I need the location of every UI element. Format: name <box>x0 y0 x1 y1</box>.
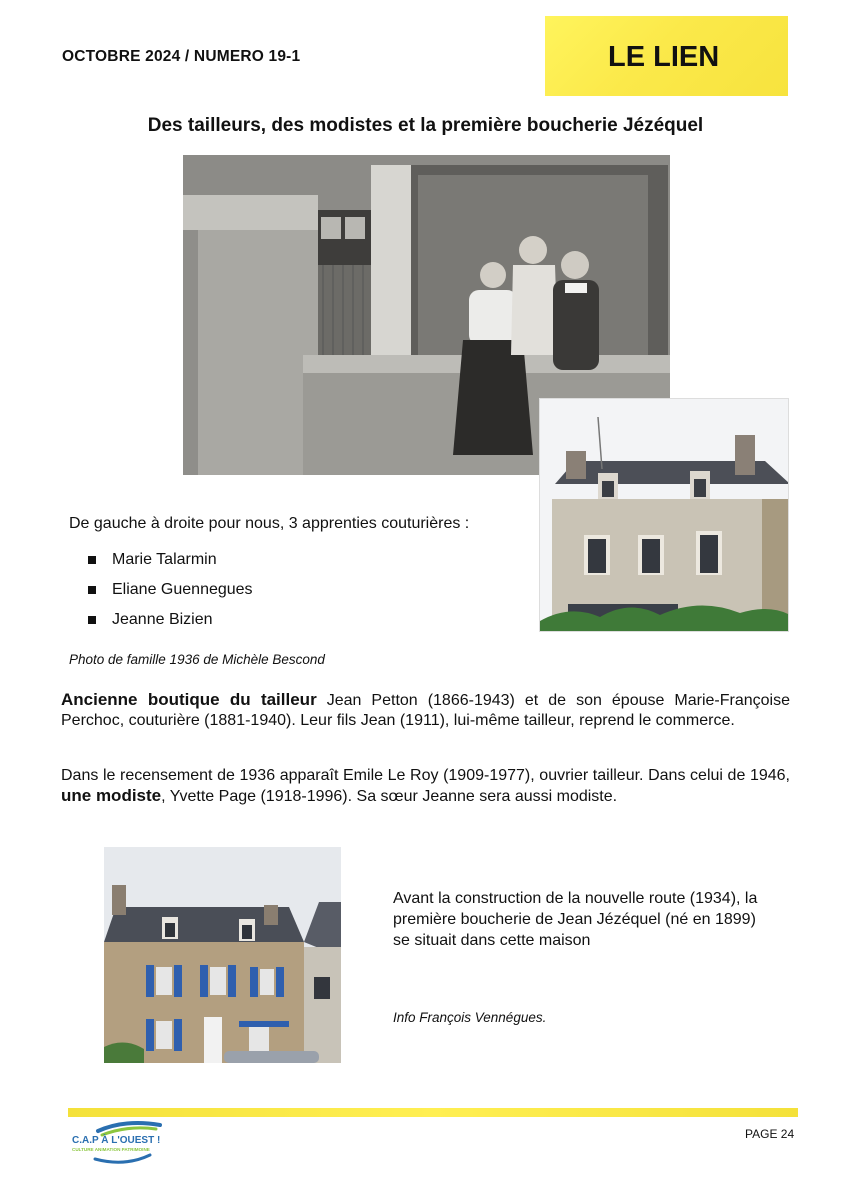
census-paragraph <box>61 766 790 807</box>
newsletter-banner <box>545 16 788 96</box>
photo-credit: Photo de famille 1936 de Michèle Bescond <box>69 652 325 667</box>
butcher-caption: Avant la construction de la nouvelle route (1934), la première boucherie de Jean Jézéquel (né en 1899) se situait dans cette maison <box>393 890 758 949</box>
census-text-a: Dans le recensement de 1936 apparaît Emile Le Roy (1909-1977), ouvrier tailleur. Dans celui de 1946, <box>61 767 790 784</box>
list-item <box>88 575 253 605</box>
tailor-paragraph <box>61 690 790 731</box>
census-text-b: , Yvette Page (1918-1996). Sa sœur Jeanne sera aussi modiste. <box>161 788 618 805</box>
tailor-shop-photo <box>539 398 789 632</box>
page-title: Des tailleurs, des modistes et la première boucherie Jézéquel <box>147 115 704 136</box>
butcher-house-photo <box>104 847 341 1063</box>
logo-subtext: CULTURE ANIMATION PATRIMOINE <box>72 1147 150 1152</box>
newsletter-title: LE LIEN <box>608 41 720 73</box>
page-number: PAGE 24 <box>745 1127 795 1141</box>
list-item <box>88 605 253 635</box>
square-bullet-icon <box>88 556 96 564</box>
footer-divider <box>68 1108 798 1117</box>
apprentice-name: Jeanne Bizien <box>112 611 213 628</box>
tailor-text: Jean Petton (1866-1943) et de son épouse Marie-Françoise Perchoc, couturière (1881-1940). Leur fils Jean (1911), lui-même tailleur, reprend le commerce. <box>61 692 790 729</box>
list-item <box>88 545 253 575</box>
apprentices-list <box>88 545 253 635</box>
apprentice-name: Eliane Guennegues <box>112 581 253 598</box>
issue-label: OCTOBRE 2024 / NUMERO 19-1 <box>62 48 301 65</box>
cap-a-l-ouest-logo <box>70 1117 190 1169</box>
tailor-lead: Ancienne boutique du tailleur <box>61 690 317 709</box>
logo-text: C.A.P À L'OUEST ! <box>72 1135 161 1146</box>
caption-intro: De gauche à droite pour nous, 3 apprenties couturières : <box>69 515 470 532</box>
apprentice-name: Marie Talarmin <box>112 551 217 568</box>
butcher-credit: Info François Vennégues. <box>393 1010 547 1025</box>
square-bullet-icon <box>88 616 96 624</box>
square-bullet-icon <box>88 586 96 594</box>
modiste-highlight: une modiste <box>61 786 162 805</box>
